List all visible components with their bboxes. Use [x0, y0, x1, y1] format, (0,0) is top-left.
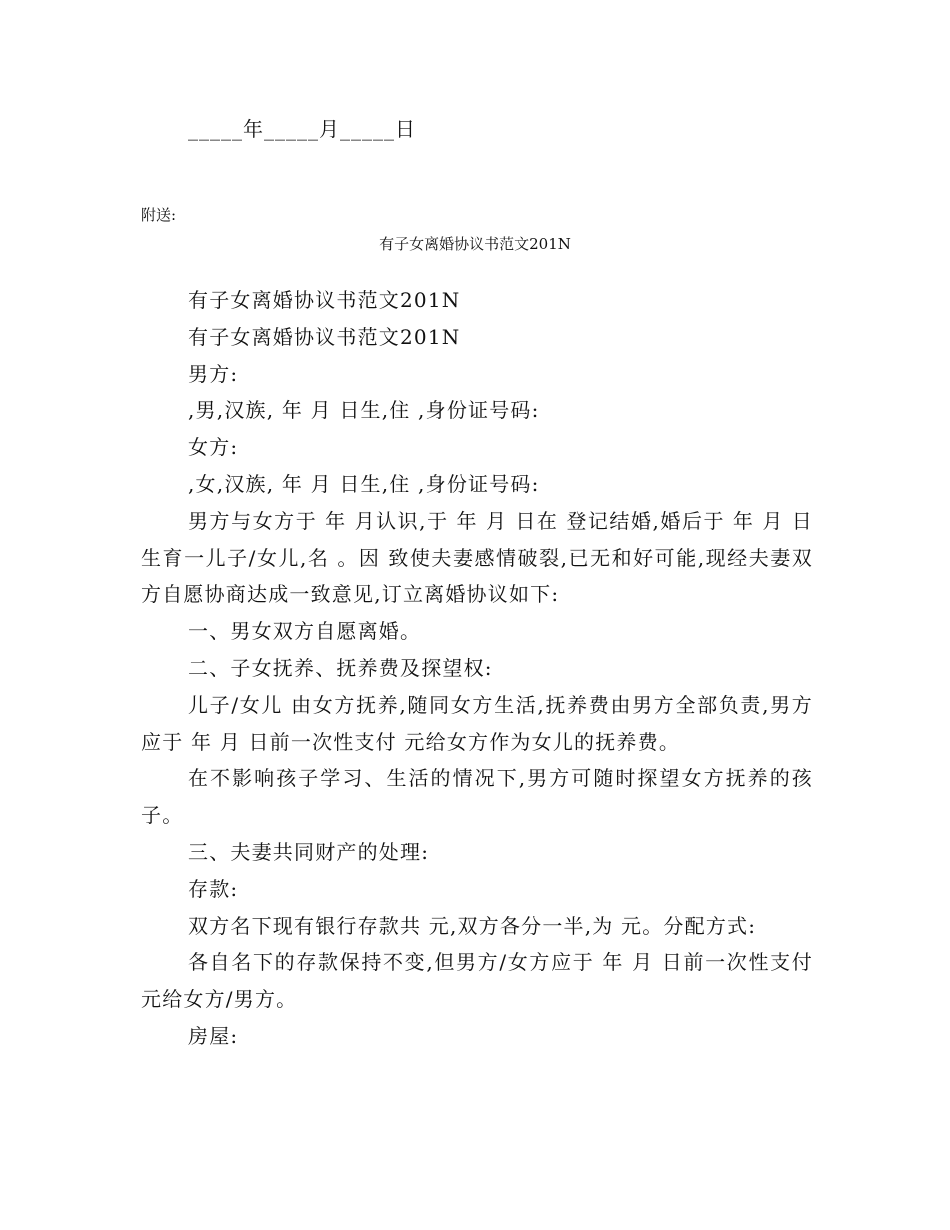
date-line: _____年_____月_____日 — [188, 117, 416, 141]
paragraph: 男方与女方于 年 月认识,于 年 月 日在 登记结婚,婚后于 年 月 日生育一儿子/女儿,名 。因 致使夫妻感情破裂,已无和好可能,现经夫妻双方自愿协商达成一致意见,订立离婚协议如下: — [141, 508, 813, 607]
attachment-label: 附送: — [141, 206, 177, 224]
paragraph: 房屋: — [188, 1023, 239, 1048]
paragraph: 有子女离婚协议书范文201N — [188, 288, 461, 312]
paragraph: 有子女离婚协议书范文201N — [188, 324, 461, 349]
paragraph: 儿子/女儿 由女方抚养,随同女方生活,抚养费由男方全部负责,男方应于 年 月 日前一次性支付 元给女方作为女儿的抚养费。 — [141, 692, 813, 754]
paragraph: 在不影响孩子学习、生活的情况下,男方可随时探望女方抚养的孩子。 — [141, 766, 813, 828]
paragraph: ,女,汉族, 年 月 日生,住 ,身份证号码: — [188, 471, 540, 496]
paragraph: 三、夫妻共同财产的处理: — [188, 839, 430, 864]
paragraph: 双方名下现有银行存款共 元,双方各分一半,为 元。分配方式: — [188, 913, 757, 938]
paragraph: 存款: — [188, 876, 239, 901]
document-title: 有子女离婚协议书范文201N — [379, 235, 571, 253]
document-body — [141, 282, 821, 1055]
paragraph: 一、男女双方自愿离婚。 — [188, 619, 422, 644]
paragraph: 男方: — [188, 361, 239, 386]
paragraph: 二、子女抚养、抚养费及探望权: — [188, 655, 493, 680]
paragraph: ,男,汉族, 年 月 日生,住 ,身份证号码: — [188, 398, 540, 423]
paragraph: 女方: — [188, 435, 239, 460]
paragraph: 各自名下的存款保持不变,但男方/女方应于 年 月 日前一次性支付 元给女方/男方。 — [141, 950, 821, 1012]
